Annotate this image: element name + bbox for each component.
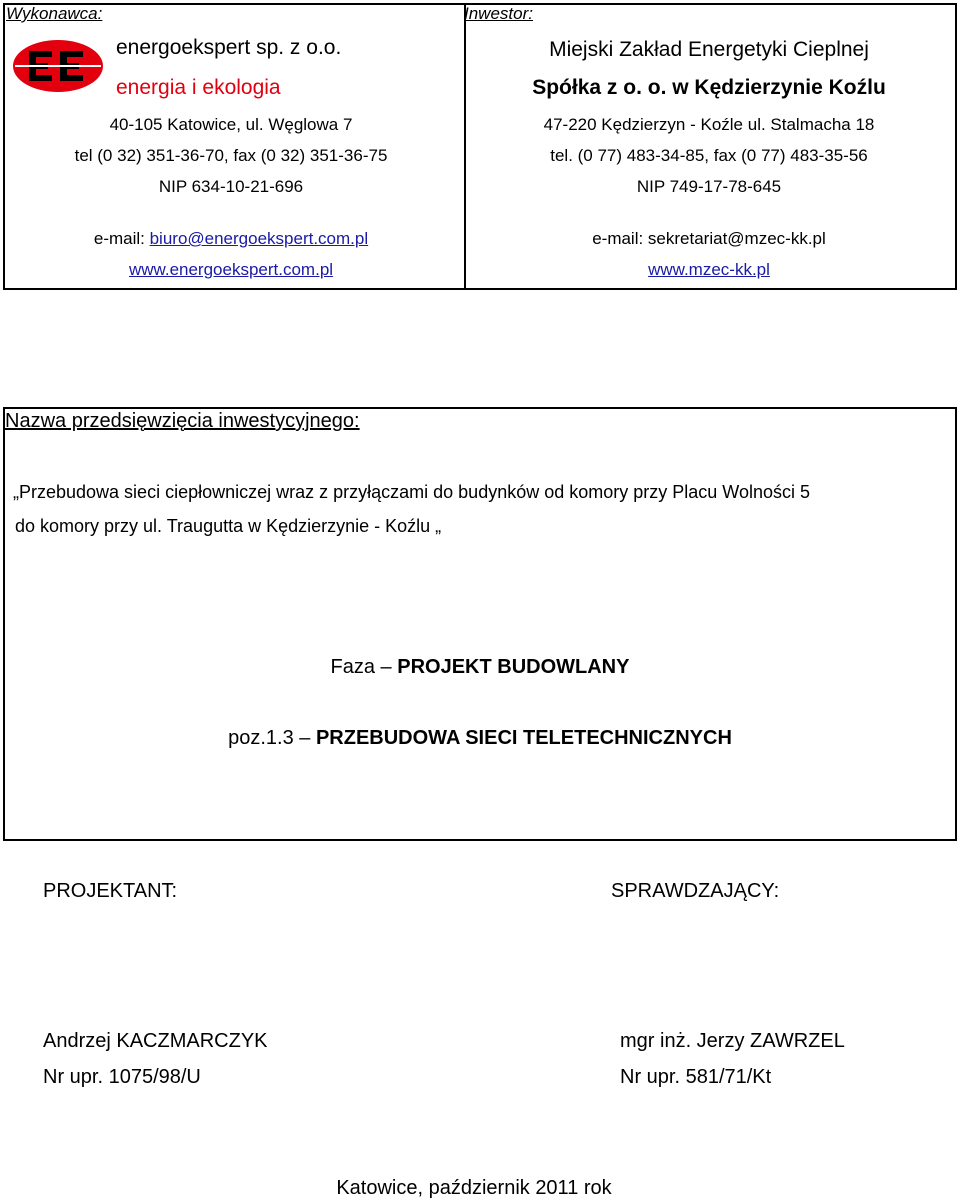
- contractor-email-prefix: e-mail:: [93, 229, 150, 248]
- project-phase-value: PROJEKT BUDOWLANY: [397, 656, 630, 678]
- contractor-website-wrap: [3, 260, 459, 280]
- checker-license: Nr upr. 581/71/Kt: [620, 1066, 772, 1088]
- checker-label: SPRAWDZAJĄCY:: [611, 880, 780, 902]
- contractor-address: 40-105 Katowice, ul. Węglowa 7: [109, 115, 353, 134]
- investor-name-line2: Spółka z o. o. w Kędzierzynie Koźlu: [532, 76, 886, 99]
- contractor-email-link[interactable]: biuro@energoekspert.com.pl: [149, 229, 369, 248]
- project-position: [3, 727, 957, 750]
- contractor-website-link[interactable]: www.energoekspert.com.pl: [128, 260, 334, 279]
- contractor-label: Wykonawca:: [6, 4, 103, 23]
- designer-name: Andrzej KACZMARCZYK: [43, 1030, 268, 1052]
- contractor-phone: tel (0 32) 351-36-70, fax (0 32) 351-36-75: [74, 146, 388, 165]
- project-phase: [3, 656, 957, 679]
- investor-phone: tel. (0 77) 483-34-85, fax (0 77) 483-35-56: [550, 146, 868, 165]
- project-phase-prefix: Faza –: [330, 656, 398, 678]
- project-description-line2: do komory przy ul. Traugutta w Kędzierzynie - Koźlu „: [15, 516, 442, 536]
- designer-license: Nr upr. 1075/98/U: [43, 1066, 201, 1088]
- project-heading: Nazwa przedsięwzięcia inwestycyjnego:: [5, 410, 360, 432]
- investor-nip: NIP 749-17-78-645: [636, 177, 782, 196]
- investor-email: e-mail: sekretariat@mzec-kk.pl: [592, 229, 826, 248]
- contractor-email-line: [3, 229, 459, 249]
- investor-website-wrap: [461, 260, 957, 280]
- footer-place-date: Katowice, październik 2011 rok: [336, 1177, 612, 1199]
- contractor-nip: NIP 634-10-21-696: [158, 177, 304, 196]
- contractor-tagline: energia i ekologia: [116, 76, 281, 99]
- investor-address: 47-220 Kędzierzyn - Koźle ul. Stalmacha 18: [543, 115, 875, 134]
- investor-label: Inwestor:: [464, 4, 533, 23]
- contractor-company-name: energoekspert sp. z o.o.: [116, 36, 342, 59]
- designer-label: PROJEKTANT:: [43, 880, 178, 902]
- investor-website-link[interactable]: www.mzec-kk.pl: [648, 260, 770, 279]
- logo-icon: [11, 38, 105, 94]
- project-description-line1: „Przebudowa sieci ciepłowniczej wraz z przyłączami do budynków od komory przy Placu Wolności 5: [13, 482, 810, 502]
- company-logo: [11, 38, 105, 94]
- investor-name-line1: Miejski Zakład Energetyki Cieplnej: [549, 38, 869, 61]
- project-position-value: PRZEBUDOWA SIECI TELETECHNICZNYCH: [315, 727, 732, 749]
- project-box: [3, 407, 957, 841]
- checker-name: mgr inż. Jerzy ZAWRZEL: [620, 1030, 845, 1052]
- project-position-prefix: poz.1.3 –: [228, 727, 316, 749]
